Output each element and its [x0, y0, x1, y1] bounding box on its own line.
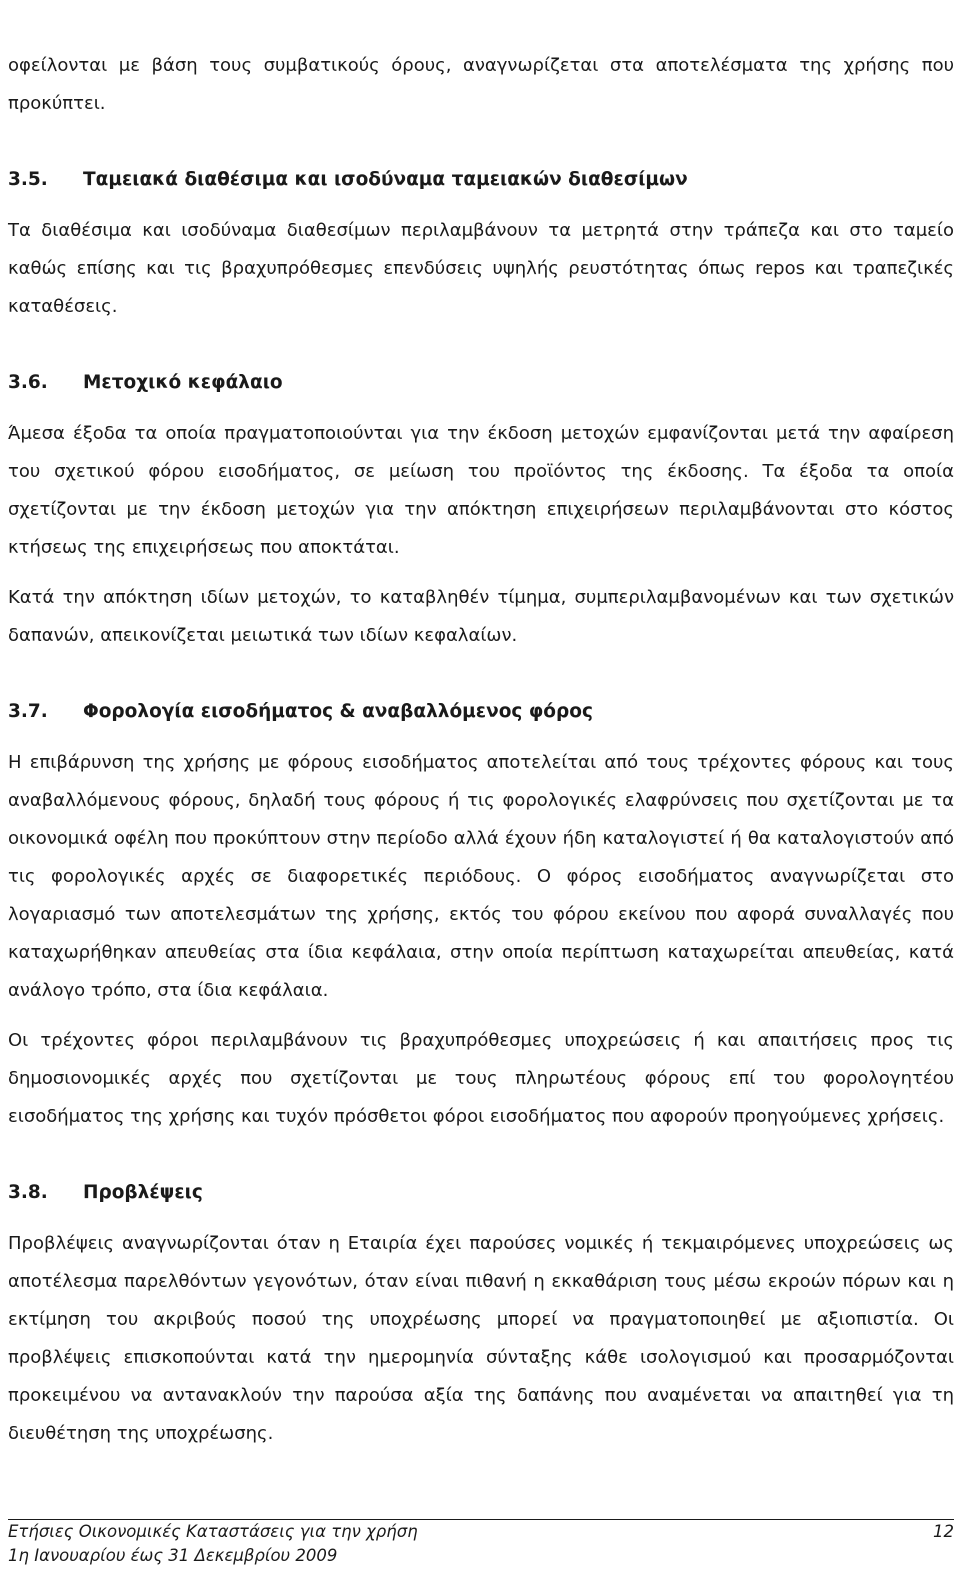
section-number: 3.6. [8, 372, 48, 393]
document-page [8, 0, 954, 1453]
section-number: 3.8. [8, 1182, 48, 1203]
paragraph-income-tax-1: Η επιβάρυνση της χρήσης με φόρους εισοδήματος αποτελείται από τους τρέχοντες φόρους και τους αναβαλλόμενους φόρους, δηλαδή τους φόρους ή τις φορολογικές ελαφρύνσεις που σχετίζονται με τα οικονομικά οφέλη που προκύπτουν στην περίοδο αλλά έχουν ήδη καταλογιστεί ή θα καταλογιστούν από τις φορολογικές αρχές σε διαφορετικές περιόδους. Ο φόρος εισοδήματος αναγνωρίζεται στο λογαριασμό των αποτελεσμάτων της χρήσης, εκτός του φόρου εκείνου που αφορά συναλλαγές που καταχωρήθηκαν απευθείας στα ίδια κεφάλαια, στην οποία περίπτωση καταχωρείται απευθείας, κατά ανάλογο τρόπο, στα ίδια κεφάλαια. [8, 752, 954, 1001]
paragraph-continuation: οφείλονται με βάση τους συμβατικούς όρους, αναγνωρίζεται στα αποτελέσματα της χρήσης που προκύπτει. [8, 55, 954, 114]
section-title: Ταμειακά διαθέσιμα και ισοδύναμα ταμειακών διαθεσίμων [83, 169, 688, 190]
section-heading-3-8 [8, 1174, 954, 1212]
section-title: Προβλέψεις [83, 1182, 203, 1203]
section-number: 3.5. [8, 169, 48, 190]
paragraph-income-tax-2: Οι τρέχοντες φόροι περιλαμβάνουν τις βραχυπρόθεσμες υποχρεώσεις ή και απαιτήσεις προς τις δημοσιονομικές αρχές που σχετίζονται με τους πληρωτέους φόρους επί του φορολογητέου εισοδήματος της χρήσης και τυχόν πρόσθετοι φόροι εισοδήματος που αφορούν προηγούμενες χρήσεις. [8, 1030, 954, 1127]
section-heading-3-6 [8, 364, 954, 402]
section-heading-3-7 [8, 693, 954, 731]
paragraph-cash: Τα διαθέσιμα και ισοδύναμα διαθεσίμων περιλαμβάνουν τα μετρητά στην τράπεζα και στο ταμείο καθώς επίσης και τις βραχυπρόθεσμες επενδύσεις υψηλής ρευστότητας όπως repos και τραπεζικές καταθέσεις. [8, 220, 954, 317]
footer-title: Ετήσιες Οικονομικές Καταστάσεις για την χρήση [8, 1522, 418, 1541]
paragraph-provisions: Προβλέψεις αναγνωρίζονται όταν η Εταιρία έχει παρούσες νομικές ή τεκμαιρόμενες υποχρεώσεις ως αποτέλεσμα παρελθόντων γεγονότων, όταν είναι πιθανή η εκκαθάριση τους μέσω εκροών πόρων και η εκτίμηση του ακριβούς ποσού της υποχρέωσης μπορεί να πραγματοποιηθεί με αξιοπιστία. Οι προβλέψεις επισκοπούνται κατά την ημερομηνία σύνταξης κάθε ισολογισμού και προσαρμόζονται προκειμένου να αντανακλούν την παρούσα αξία της δαπάνης που αναμένεται να απαιτηθεί για τη διευθέτηση της υποχρέωσης. [8, 1233, 954, 1444]
section-title: Μετοχικό κεφάλαιο [83, 372, 283, 393]
section-heading-3-5 [8, 161, 954, 199]
paragraph-share-capital-1: Άμεσα έξοδα τα οποία πραγματοποιούνται για την έκδοση μετοχών εμφανίζονται μετά την αφαίρεση του σχετικού φόρου εισοδήματος, σε μείωση του προϊόντος της έκδοσης. Τα έξοδα τα οποία σχετίζονται με την έκδοση μετοχών για την απόκτηση επιχειρήσεων περιλαμβάνονται στο κόστος κτήσεως της επιχειρήσεως που αποκτάται. [8, 423, 954, 558]
section-number: 3.7. [8, 701, 48, 722]
paragraph-share-capital-2: Κατά την απόκτηση ιδίων μετοχών, το καταβληθέν τίμημα, συμπεριλαμβανομένων και των σχετικών δαπανών, απεικονίζεται μειωτικά των ιδίων κεφαλαίων. [8, 587, 954, 646]
page-number: 12 [933, 1522, 954, 1541]
page-footer [8, 1519, 954, 1568]
section-title: Φορολογία εισοδήματος & αναβαλλόμενος φόρος [83, 701, 593, 722]
footer-period: 1η Ιανουαρίου έως 31 Δεκεμβρίου 2009 [8, 1546, 338, 1565]
